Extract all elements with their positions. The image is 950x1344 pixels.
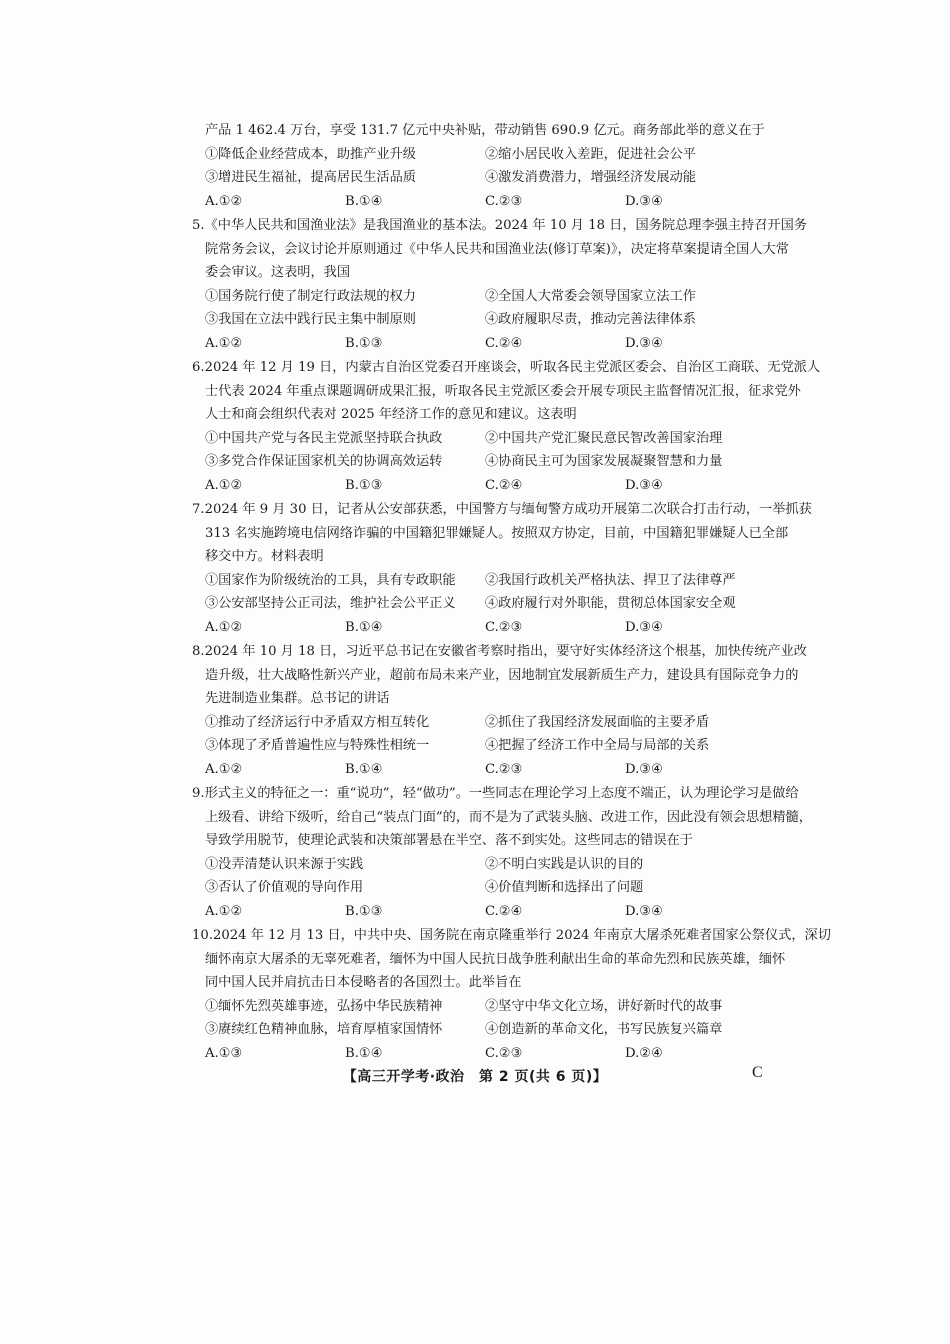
question-text-line: 导致学用脱节，使理论武装和决策部署悬在半空、落不到实处。这些同志的错误在于 <box>205 833 693 848</box>
question-text-line: 上级看、讲给下级听，给自己“装点门面”的，而不是为了武装头脑、改进工作，因此没有领会思想精髓， <box>205 809 812 825</box>
page-footer: 【高三开学考·政治 第 2 页(共 6 页)】 <box>342 1069 608 1085</box>
option-4: ④协商民主可为国家发展凝聚智慧和力量 <box>485 454 723 469</box>
option-2: ②抓住了我国经济发展面临的主要矛盾 <box>485 714 710 730</box>
option-row <box>200 427 760 451</box>
choice-a: A.①② <box>205 761 243 777</box>
choice-c: C.②③ <box>485 619 523 635</box>
option-2: ②不明白实践是认识的目的 <box>485 856 644 872</box>
choice-c: C.②③ <box>485 193 523 209</box>
question-text-line: 10.2024 年 12 月 13 日，中共中央、国务院在南京隆重举行 2024 年南京大屠杀死难者国家公祭仪式，深切 <box>192 928 831 943</box>
question-text-line: 313 名实施跨境电信网络诈骗的中国籍犯罪嫌疑人。按照双方协定，目前，中国籍犯罪嫌疑人已全部 <box>205 525 789 541</box>
choice-d: D.③④ <box>625 335 663 351</box>
choice-d: D.③④ <box>625 761 663 777</box>
choice-b: B.①③ <box>345 903 383 919</box>
question-text-line: 产品 1 462.4 万台，享受 131.7 亿元中央补贴，带动销售 690.9 亿元。商务部此举的意义在于 <box>205 123 765 138</box>
choice-row <box>200 1042 760 1066</box>
option-1: ①没弄清楚认识来源于实践 <box>205 856 364 872</box>
option-row <box>200 308 760 332</box>
option-1: ①降低企业经营成本，助推产业升级 <box>205 146 416 162</box>
choice-d: D.③④ <box>625 477 663 493</box>
question-text-line: 同中国人民并肩抗击日本侵略者的各国烈士。此举旨在 <box>205 975 522 990</box>
option-4: ④政府履行对外职能，贯彻总体国家安全观 <box>485 596 736 611</box>
choice-d: D.③④ <box>625 193 663 209</box>
question-7 <box>192 498 812 639</box>
question-4-tail <box>200 119 765 213</box>
choice-row <box>200 758 760 782</box>
option-4: ④创造新的革命文化，书写民族复兴篇章 <box>485 1022 723 1037</box>
option-1: ①国家作为阶级统治的工具，具有专政职能 <box>205 572 456 588</box>
choice-b: B.①④ <box>345 619 383 635</box>
choice-b: B.①③ <box>345 335 383 351</box>
choice-a: A.①② <box>205 477 243 493</box>
question-text-line: 8.2024 年 10 月 18 日，习近平总书记在安徽省考察时指出，要守好实体经济这个根基，加快传统产业改 <box>192 644 807 659</box>
question-text-line: 院常务会议，会议讨论并原则通过《中华人民共和国渔业法(修订草案)》，决定将草案提请全国人大常 <box>205 241 789 257</box>
option-3: ③公安部坚持公正司法，维护社会公平正义 <box>205 596 456 611</box>
option-row <box>200 569 760 593</box>
option-3: ③体现了矛盾普遍性应与特殊性相统一 <box>205 738 430 753</box>
option-2: ②缩小居民收入差距，促进社会公平 <box>485 146 696 162</box>
question-text-line: 移交中方。材料表明 <box>205 549 324 564</box>
question-text-line: 人士和商会组织代表对 2025 年经济工作的意见和建议。这表明 <box>205 407 577 422</box>
question-text-line: 5.《中华人民共和国渔业法》是我国渔业的基本法。2024 年 10 月 18 日，国务院总理李强主持召开国务 <box>192 218 807 233</box>
choice-a: A.①③ <box>205 1045 243 1061</box>
option-row <box>200 592 760 616</box>
question-text-line: 缅怀南京大屠杀的无辜死难者，缅怀为中国人民抗日战争胜利献出生命的革命先烈和民族英雄，缅怀 <box>205 951 786 967</box>
choice-a: A.①② <box>205 903 243 919</box>
question-5 <box>192 214 807 355</box>
question-10 <box>192 924 831 1065</box>
option-row <box>200 734 760 758</box>
choice-b: B.①③ <box>345 477 383 493</box>
choice-a: A.①② <box>205 619 243 635</box>
option-row <box>200 853 760 877</box>
option-2: ②中国共产党汇聚民意民智改善国家治理 <box>485 430 723 446</box>
question-text-line: 7.2024 年 9 月 30 日，记者从公安部获悉，中国警方与缅甸警方成功开展第二次联合打击行动，一举抓获 <box>192 502 812 517</box>
choice-c: C.②③ <box>485 761 523 777</box>
choice-b: B.①④ <box>345 761 383 777</box>
option-1: ①缅怀先烈英雄事迹，弘扬中华民族精神 <box>205 998 443 1014</box>
question-8 <box>192 640 807 781</box>
option-row <box>200 1018 760 1042</box>
option-2: ②我国行政机关严格执法、捍卫了法律尊严 <box>485 572 736 588</box>
option-1: ①中国共产党与各民主党派坚持联合执政 <box>205 430 443 446</box>
choice-d: D.③④ <box>625 619 663 635</box>
choice-row <box>200 616 760 640</box>
option-row <box>200 285 760 309</box>
page-content <box>192 118 831 1065</box>
option-3: ③否认了价值观的导向作用 <box>205 880 364 895</box>
option-row <box>200 711 760 735</box>
question-9 <box>192 782 812 923</box>
choice-b: B.①④ <box>345 1045 383 1061</box>
option-2: ②全国人大常委会领导国家立法工作 <box>485 288 696 304</box>
option-3: ③多党合作保证国家机关的协调高效运转 <box>205 454 443 469</box>
question-text-line: 9.形式主义的特征之一：重“说功”，轻“做功”。一些同志在理论学习上态度不端正，认为理论学习是做给 <box>192 786 799 801</box>
question-text-line: 先进制造业集群。总书记的讲话 <box>205 691 390 706</box>
question-text-line: 委会审议。这表明，我国 <box>205 265 351 280</box>
choice-row <box>200 332 760 356</box>
option-row <box>200 166 760 190</box>
choice-c: C.②④ <box>485 335 523 351</box>
question-text-line: 6.2024 年 12 月 19 日，内蒙古自治区党委召开座谈会，听取各民主党派区委会、自治区工商联、无党派人 <box>192 360 821 375</box>
choice-row <box>200 190 760 214</box>
exam-version-label: C <box>752 1064 763 1081</box>
option-4: ④激发消费潜力，增强经济发展动能 <box>485 170 696 185</box>
option-row <box>200 876 760 900</box>
choice-d: D.②④ <box>625 1045 663 1061</box>
choice-row <box>200 900 760 924</box>
question-text-line: 士代表 2024 年重点课题调研成果汇报，听取各民主党派区委会开展专项民主监督情况汇报，征求党外 <box>205 383 801 399</box>
choice-a: A.①② <box>205 335 243 351</box>
question-text-line: 造升级，壮大战略性新兴产业，超前布局未来产业，因地制宜发展新质生产力，建设具有国际竞争力的 <box>205 667 799 683</box>
choice-c: C.②④ <box>485 477 523 493</box>
choice-c: C.②④ <box>485 903 523 919</box>
choice-a: A.①② <box>205 193 243 209</box>
option-row <box>200 143 760 167</box>
choice-b: B.①④ <box>345 193 383 209</box>
option-3: ③增进民生福祉，提高居民生活品质 <box>205 170 416 185</box>
option-3: ③赓续红色精神血脉，培育厚植家国情怀 <box>205 1022 443 1037</box>
option-4: ④把握了经济工作中全局与局部的关系 <box>485 738 710 753</box>
option-1: ①国务院行使了制定行政法规的权力 <box>205 288 416 304</box>
choice-c: C.②③ <box>485 1045 523 1061</box>
option-row <box>200 450 760 474</box>
question-6 <box>192 356 821 497</box>
option-4: ④政府履职尽责，推动完善法律体系 <box>485 312 696 327</box>
option-1: ①推动了经济运行中矛盾双方相互转化 <box>205 714 430 730</box>
choice-d: D.③④ <box>625 903 663 919</box>
option-2: ②坚守中华文化立场，讲好新时代的故事 <box>485 998 723 1014</box>
option-row <box>200 995 760 1019</box>
option-4: ④价值判断和选择出了问题 <box>485 880 644 895</box>
option-3: ③我国在立法中践行民主集中制原则 <box>205 312 416 327</box>
choice-row <box>200 474 760 498</box>
